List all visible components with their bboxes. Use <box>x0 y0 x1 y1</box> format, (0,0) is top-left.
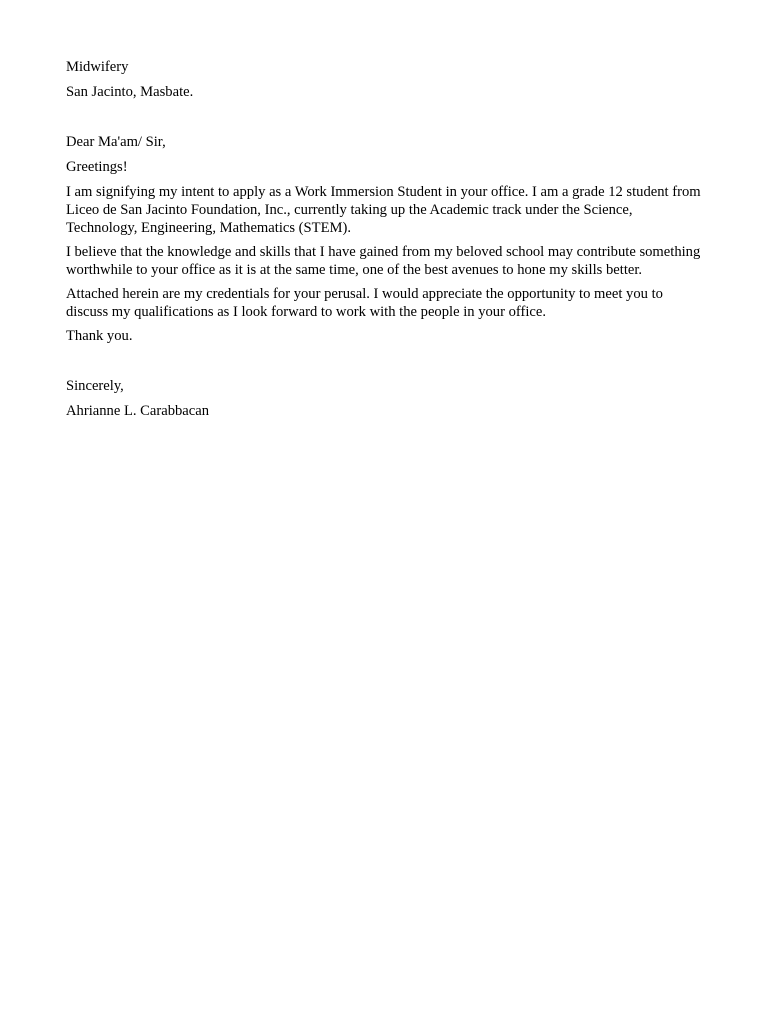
spacer <box>66 352 706 377</box>
salutation: Dear Ma'am/ Sir, <box>66 134 166 150</box>
body-paragraph-1: I am signifying my intent to apply as a Work Immersion Student in your office. I am a grade 12 student from Liceo de San Jacinto Foundation, Inc., currently taking up the Academic track under the Science, Technology, Engineering, Mathematics (STEM). <box>66 184 701 236</box>
signature-name: Ahrianne L. Carabbacan <box>66 403 210 419</box>
body-paragraph-3: Attached herein are my credentials for your perusal. I would appreciate the opportunity to meet you to discuss my qualifications as I look forward to work with the people in your office. <box>66 286 663 320</box>
spacer <box>66 108 706 133</box>
greeting: Greetings! <box>66 159 128 175</box>
closing: Sincerely, <box>66 378 124 394</box>
letter-document <box>66 58 706 427</box>
recipient-line-2: San Jacinto, Masbate. <box>66 84 194 100</box>
body-paragraph-2: I believe that the knowledge and skills that I have gained from my beloved school may contribute something worthwhile to your office as it is at the same time, one of the best avenues to hone my skills better. <box>66 244 701 278</box>
recipient-line-1: Midwifery <box>66 59 129 75</box>
thank-you-line: Thank you. <box>66 328 133 344</box>
